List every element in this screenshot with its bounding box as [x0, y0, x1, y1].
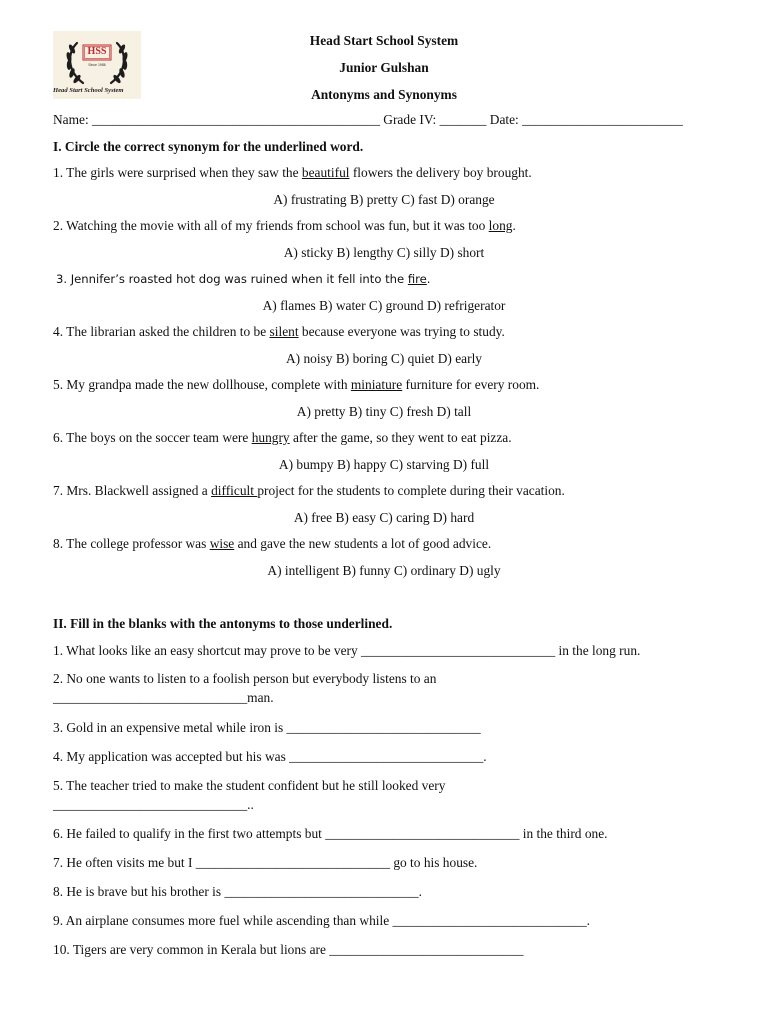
question-8: 8. The college professor was wise and gave the new students a lot of good advice. — [53, 536, 492, 551]
question-3: 3. Jennifer’s roasted hot dog was ruined when it fell into the fire. — [56, 272, 431, 286]
fill-blank-3[interactable]: 3. Gold in an expensive metal while iron is _____________________________ — [53, 720, 481, 735]
fill-blank-4[interactable]: 4. My application was accepted but his was _____________________________. — [53, 749, 487, 764]
grade-field[interactable]: _______ — [436, 112, 490, 127]
underlined-word: miniature — [350, 377, 403, 392]
question-6-options[interactable]: A) bumpy B) happy C) starving D) full — [278, 457, 490, 472]
question-3-options[interactable]: A) flames B) water C) ground D) refrigerator — [262, 298, 506, 313]
student-info-line — [53, 112, 683, 128]
underlined-word: fire — [407, 272, 427, 286]
question-7: 7. Mrs. Blackwell assigned a difficult project for the students to complete during their vacation. — [53, 483, 565, 498]
question-7-options[interactable]: A) free B) easy C) caring D) hard — [293, 510, 475, 525]
logo-initials: HSS — [87, 46, 107, 57]
question-2: 2. Watching the movie with all of my friends from school was fun, but it was too long. — [53, 218, 516, 233]
question-4: 4. The librarian asked the children to be silent because everyone was trying to study. — [53, 324, 505, 339]
fill-blank-8[interactable]: 8. He is brave but his brother is _____________________________. — [53, 884, 422, 899]
question-1: 1. The girls were surprised when they saw the beautiful flowers the delivery boy brought. — [53, 165, 532, 180]
section-2-heading: II. Fill in the blanks with the antonyms to those underlined. — [53, 616, 393, 631]
question-8-options[interactable]: A) intelligent B) funny C) ordinary D) ugly — [267, 563, 501, 578]
fill-blank-10[interactable]: 10. Tigers are very common in Kerala but lions are _____________________________ — [53, 942, 524, 957]
question-5-options[interactable]: A) pretty B) tiny C) fresh D) tall — [296, 404, 472, 419]
fill-blank-6[interactable]: 6. He failed to qualify in the first two attempts but _____________________________ in the third one. — [53, 826, 608, 841]
question-4-options[interactable]: A) noisy B) boring C) quiet D) early — [286, 351, 482, 366]
question-6: 6. The boys on the soccer team were hungry after the game, so they went to eat pizza. — [53, 430, 512, 445]
question-5: 5. My grandpa made the new dollhouse, complete with miniature furniture for every room. — [53, 377, 540, 392]
fill-blank-7[interactable]: 7. He often visits me but I _____________________________ go to his house. — [53, 855, 478, 870]
name-field[interactable]: ___________________________________________ — [88, 112, 380, 127]
question-2-options[interactable]: A) sticky B) lengthy C) silly D) short — [283, 245, 485, 260]
fill-blank-2-answer[interactable]: _____________________________man. — [53, 690, 274, 705]
logo-established: Since 1986 — [88, 63, 106, 67]
question-1-options[interactable]: A) frustrating B) pretty C) fast D) orange — [273, 192, 495, 207]
underlined-word: beautiful — [301, 165, 350, 180]
fill-blank-1[interactable]: 1. What looks like an easy shortcut may prove to be very _____________________________ in the long run. — [53, 643, 641, 658]
worksheet-title: Antonyms and Synonyms — [311, 87, 457, 102]
logo-caption: Head Start School System — [53, 87, 124, 94]
fill-blank-9[interactable]: 9. An airplane consumes more fuel while ascending than while _____________________________. — [53, 913, 591, 928]
underlined-word: wise — [209, 536, 235, 551]
underlined-word: long — [488, 218, 513, 233]
school-name: Head Start School System — [309, 33, 459, 48]
name-label: Name: — [53, 112, 89, 127]
campus-name: Junior Gulshan — [339, 60, 429, 75]
underlined-word: hungry — [251, 430, 290, 445]
fill-blank-2: 2. No one wants to listen to a foolish person but everybody listens to an — [53, 671, 437, 686]
fill-blank-5: 5. The teacher tried to make the student confident but he still looked very — [53, 778, 446, 793]
underlined-word: silent — [269, 324, 299, 339]
fill-blank-5-answer[interactable]: _____________________________.. — [53, 797, 254, 812]
date-label: Date: — [489, 112, 519, 127]
date-field[interactable]: ________________________ — [518, 112, 683, 127]
section-1-heading: I. Circle the correct synonym for the underlined word. — [53, 139, 364, 154]
grade-label: Grade IV: — [379, 112, 437, 127]
underlined-word: difficult — [211, 483, 258, 498]
